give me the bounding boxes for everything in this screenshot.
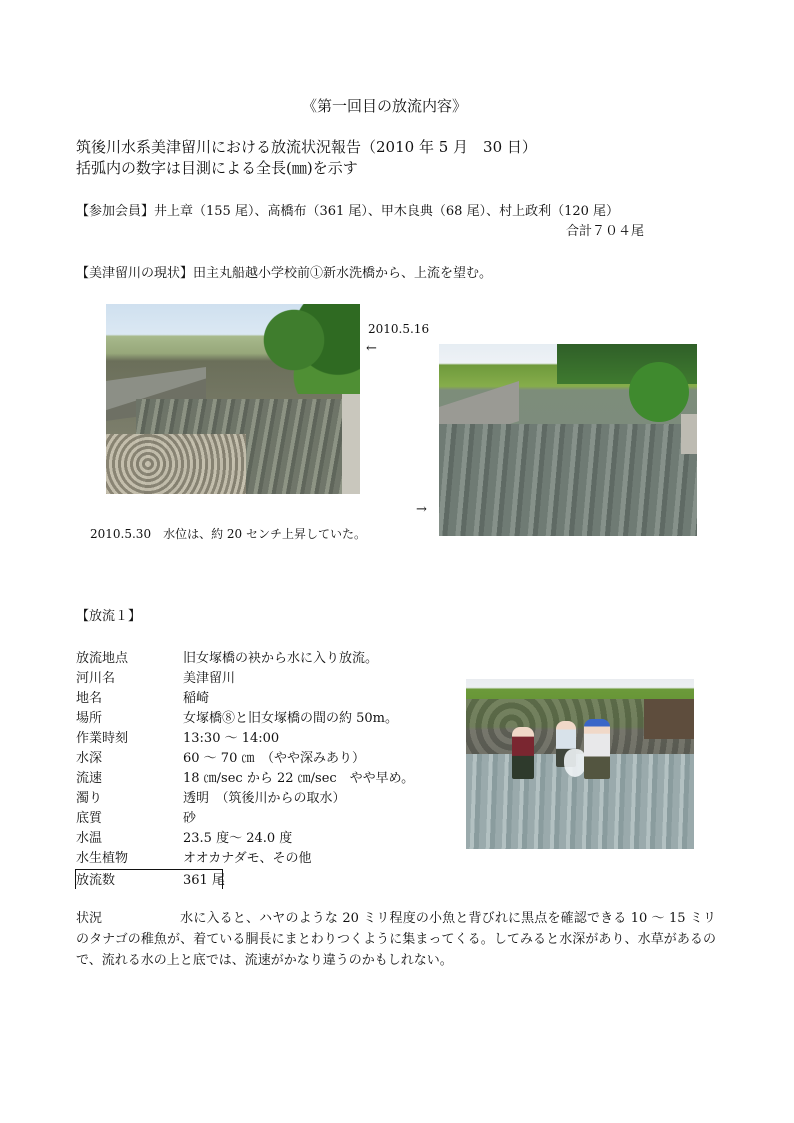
- row-value-release-count: 361 尾: [183, 873, 225, 888]
- members-total: 合計７０４尾: [566, 224, 645, 239]
- photo-person: [584, 719, 610, 779]
- photo-net: [564, 749, 586, 777]
- release-heading: 【放流１】: [76, 609, 142, 624]
- photo-wall: [342, 394, 360, 494]
- situation-paragraph: [76, 908, 716, 971]
- row-value-work-time: 13:30 〜 14:00: [183, 731, 280, 746]
- row-value-turbidity: 透明 （筑後川からの取水）: [183, 791, 346, 806]
- row-value-water-temp: 23.5 度〜 24.0 度: [183, 831, 293, 846]
- photo-wall: [681, 414, 697, 454]
- situation-label: 状況: [76, 911, 103, 926]
- row-label-place-name: 地名: [76, 691, 103, 706]
- photo-water: [439, 424, 697, 536]
- row-label-flow-speed: 流速: [76, 771, 103, 786]
- arrow-right: →: [416, 502, 427, 517]
- photo-person: [512, 727, 534, 779]
- row-label-river-name: 河川名: [76, 671, 116, 686]
- report-title: 筑後川水系美津留川における放流状況報告（2010 年 5 月 30 日）: [76, 138, 537, 156]
- row-value-aquatic-plants: オオカナダモ、その他: [183, 851, 312, 866]
- row-value-river-name: 美津留川: [183, 671, 236, 686]
- row-label-work-time: 作業時刻: [76, 731, 129, 746]
- row-label-water-depth: 水深: [76, 751, 103, 766]
- row-value-place-name: 稲崎: [183, 691, 210, 706]
- photo2-caption: 2010.5.30 水位は、約 20 センチ上昇していた。: [90, 527, 366, 541]
- row-value-release-point: 旧女塚橋の袂から水に入り放流。: [183, 651, 379, 666]
- row-label-turbidity: 濁り: [76, 791, 103, 806]
- row-value-bottom: 砂: [183, 811, 197, 826]
- arrow-left: ←: [366, 341, 377, 356]
- row-label-water-temp: 水温: [76, 831, 103, 846]
- river-photo-2010-05-30: [439, 344, 697, 536]
- river-photo-2010-05-16: [106, 304, 360, 494]
- photo1-date-label: 2010.5.16: [368, 322, 430, 336]
- document-heading: 《第一回目の放流内容》: [302, 97, 468, 115]
- report-subtitle: 括弧内の数字は目測による全長(㎜)を示す: [76, 159, 358, 177]
- row-label-release-count: 放流数: [76, 873, 116, 888]
- row-label-aquatic-plants: 水生植物: [76, 851, 129, 866]
- release-photo: [466, 679, 694, 849]
- row-value-flow-speed: 18 ㎝/sec から 22 ㎝/sec やや早め。: [183, 771, 415, 786]
- members-line: 【参加会員】井上章（155 尾）、高橋布（361 尾）、甲木良典（68 尾）、村上政利（120 尾）: [76, 204, 620, 219]
- row-label-release-point: 放流地点: [76, 651, 129, 666]
- situation-text: 水に入ると、ハヤのような 20 ミリ程度の小魚と背びれに黒点を確認できる 10 〜 15 ミリのタナゴの稚魚が、着ている胴長にまとわりつくように集まってくる。してみると水深があり、水草があるので、流れる水の上と底では、流速がかなり違うのかもしれない。: [76, 911, 716, 968]
- photo-hut: [644, 699, 694, 739]
- photo-trees: [250, 304, 360, 394]
- row-label-location: 場所: [76, 711, 103, 726]
- photo-bush: [629, 362, 689, 422]
- photo-riverbed: [106, 434, 246, 494]
- row-value-location: 女塚橋⑧と旧女塚橋の間の約 50m。: [183, 711, 399, 726]
- river-status-line: 【美津留川の現状】田主丸船越小学校前①新水洗橋から、上流を望む。: [76, 266, 493, 281]
- row-value-water-depth: 60 〜 70 ㎝ （やや深みあり）: [183, 751, 365, 766]
- row-label-bottom: 底質: [76, 811, 103, 826]
